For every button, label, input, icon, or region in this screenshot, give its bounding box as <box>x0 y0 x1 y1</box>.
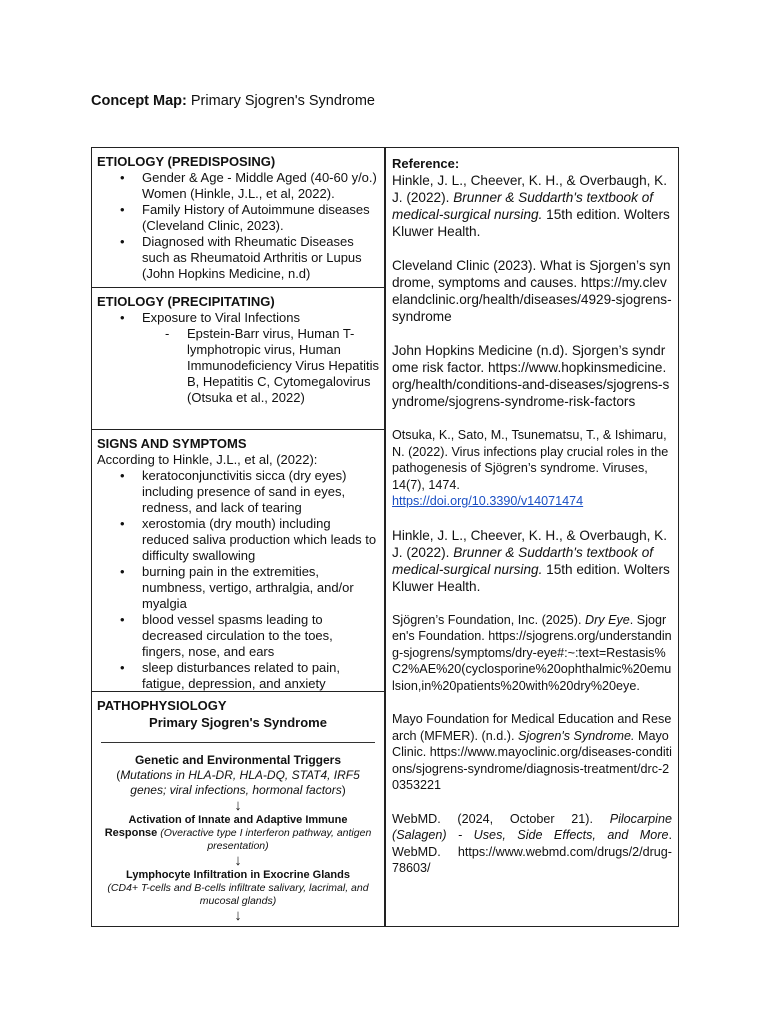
etiology-precipitating-cell <box>92 287 385 429</box>
references-column <box>384 148 678 926</box>
list-item: • Gender & Age - Middle Aged (40-60 y/o.) Women (Hinkle, J.L., et al, 2022). <box>117 170 379 202</box>
flow-step-heading: Lymphocyte Infiltration in Exocrine Glands <box>126 869 350 881</box>
etiology-predisposing-heading: ETIOLOGY (PREDISPOSING) <box>97 154 276 169</box>
reference-entry: John Hopkins Medicine (n.d). Sjorgen’s syndrome risk factor. https://www.hopkinsmedicine.org/health/conditions-and-diseases/sjogrens-syndrome/sjogrens-syndrome-risk-factors <box>392 343 670 409</box>
title-text: Primary Sjogren's Syndrome <box>190 93 375 109</box>
flow-step-heading: Activation of Innate and Adaptive Immune <box>128 814 348 826</box>
signs-symptoms-heading: SIGNS AND SYMPTOMS <box>97 436 247 451</box>
reference-entry: Otsuka, K., Sato, M., Tsunematsu, T., & Ishimaru, N. (2022). Virus infections play crucial roles in the pathogenesis of Sjögren’s syndrome. Viruses, 14(7), 1474. https://doi.org/10.3390/v14071474 <box>392 428 669 508</box>
flow-step-description: (CD4+ T-cells and B-cells infiltrate salivary, lacrimal, and mucosal glands) <box>107 882 369 907</box>
down-arrow-icon: ↓ <box>234 852 242 869</box>
precipitating-list <box>117 310 379 406</box>
predisposing-list <box>117 170 379 282</box>
flow-step-description: Response (Overactive type I interferon pathway, antigen presentation) <box>104 827 372 852</box>
list-item: • Diagnosed with Rheumatic Diseases such as Rheumatoid Arthritis or Lupus (John Hopkins Medicine, n.d) <box>117 234 379 282</box>
list-item: • xerostomia (dry mouth) including reduced saliva production which leads to difficulty swallowing <box>117 516 379 564</box>
reference-entry: Hinkle, J. L., Cheever, K. H., & Overbaugh, K. J. (2022). Brunner & Suddarth's textbook of medical-surgical nursing. 15th edition. Wolters Kluwer Health. <box>392 527 670 594</box>
list-item: • blood vessel spasms leading to decreased circulation to the toes, fingers, nose, and ears <box>117 612 379 660</box>
reference-entry: Sjögren’s Foundation, Inc. (2025). Dry Eye. Sjogren's Foundation. https://sjogrens.org/understanding-sjogrens/symptoms/dry-eye#:~:text=Restasis%C2%AE%20(cyclosporine%20ophthalmic%20emulsion,in%20patients%20with%20dry%20eye. <box>392 612 672 693</box>
sub-list-item: - Epstein-Barr virus, Human T-lymphotropic virus, Human Immunodeficiency Virus Hepatitis B, Hepatitis C, Cytomegalovirus (Otsuka et al., 2022) <box>165 326 379 406</box>
down-arrow-icon: ↓ <box>234 797 242 814</box>
list-item: • sleep disturbances related to pain, fatigue, depression, and anxiety <box>117 660 379 692</box>
sub-list <box>165 326 379 406</box>
flow-step-heading: Genetic and Environmental Triggers <box>134 753 342 767</box>
page-title <box>91 93 375 109</box>
list-item: • keratoconjunctivitis sicca (dry eyes) including presence of sand in eyes, redness, and lack of tearing <box>117 468 379 516</box>
pathophysiology-heading: PATHOPHYSIOLOGY <box>97 698 227 713</box>
reference-entry: WebMD. (2024, October 21). Pilocarpine (Salagen) - Uses, Side Effects, and More. WebMD. https://www.webmd.com/drugs/2/drug-78603/ <box>392 811 672 875</box>
reference-entry: Mayo Foundation for Medical Education and Research (MFMER). (n.d.). Sjogren's Syndrome. Mayo Clinic. https://www.mayoclinic.org/diseases-conditions/sjogrens-syndrome/diagnosis-treatment/drc-20353221 <box>392 712 672 792</box>
divider <box>101 742 375 743</box>
list-item: • burning pain in the extremities, numbness, vertigo, arthralgia, and/or myalgia <box>117 564 379 612</box>
references-heading: Reference: <box>392 156 460 171</box>
reference-entry: Cleveland Clinic (2023). What is Sjorgen’s syndrome, symptoms and causes. https://my.clevelandclinic.org/health/diseases/4929-sjogrens-syndrome <box>392 258 672 324</box>
list-item-text: Exposure to Viral Infections <box>142 310 301 325</box>
reference-entry: Hinkle, J. L., Cheever, K. H., & Overbaugh, K. J. (2022). Brunner & Suddarth's textbook of medical-surgical nursing. 15th edition. Wolters Kluwer Health. <box>392 173 670 239</box>
list-item: • Family History of Autoimmune diseases (Cleveland Clinic, 2023). <box>117 202 379 234</box>
pathophysiology-subheading: Primary Sjogren's Syndrome <box>149 715 327 730</box>
etiology-precipitating-heading: ETIOLOGY (PRECIPITATING) <box>97 294 275 309</box>
pathophysiology-flow <box>97 753 379 924</box>
title-label: Concept Map: <box>91 93 187 109</box>
left-column <box>92 148 386 926</box>
concept-map-table <box>91 147 679 927</box>
list-item <box>117 310 379 406</box>
signs-symptoms-cell <box>92 429 385 691</box>
down-arrow-icon: ↓ <box>234 907 242 924</box>
signs-intro: According to Hinkle, J.L., et al, (2022): <box>97 452 318 467</box>
signs-list <box>117 468 379 692</box>
flow-step-description: (Mutations in HLA-DR, HLA-DQ, STAT4, IRF5 genes; viral infections, hormonal factors) <box>116 768 360 797</box>
etiology-predisposing-cell <box>92 148 385 287</box>
pathophysiology-cell <box>92 691 385 928</box>
doi-link[interactable]: https://doi.org/10.3390/v14071474 <box>392 494 584 508</box>
